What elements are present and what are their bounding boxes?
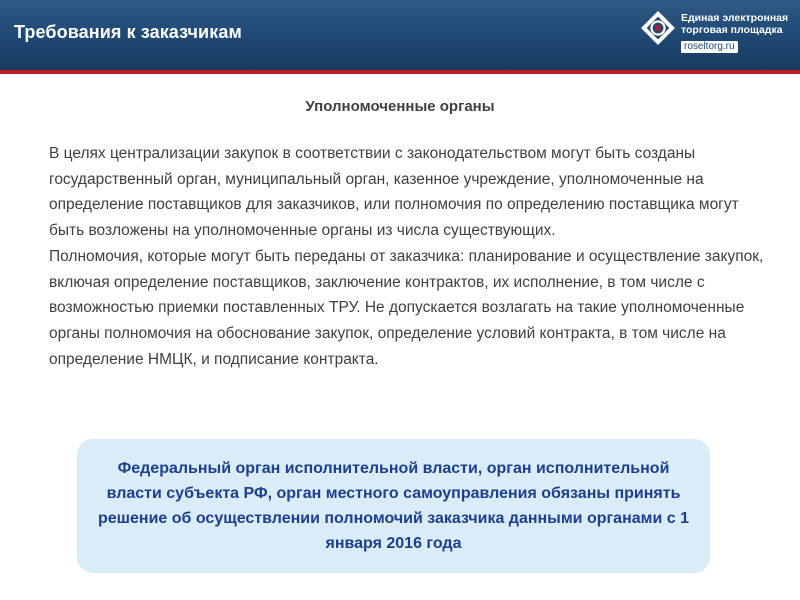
paragraph: Полномочия, которые могут быть переданы от заказчика: планирование и осуществление закупок, включая определение поставщиков, заключение контрактов, их исполнение, в том числе с возможностью приемки поставленных ТРУ. Не допускается возлагать на такие уполномоченные органы полномочия на обоснование закупок, определение условий контракта, в том числе на определение НМЦК, и подписание контракта. [49,247,764,368]
roseltorg-logo-icon [641,11,675,45]
logo-line-2: торговая площадка [681,24,783,36]
header-accent-line [0,70,800,74]
callout-box [77,439,710,573]
header-bar [0,0,800,70]
logo-caption [681,12,788,36]
callout-text: Федеральный орган исполнительной власти, орган исполнительной власти субъекта РФ, орган местного самоуправления обязаны принять решение об осуществлении полномочий заказчика данными органами с 1 января 2016 года [98,459,689,553]
body-text [49,141,774,372]
page-title: Требования к заказчикам [14,22,242,42]
logo-url[interactable]: roseltorg.ru [681,41,738,53]
paragraph: В целях централизации закупок в соответствии с законодательством могут быть созданы государственный орган, муниципальный орган, казенное учреждение, уполномоченные на определение поставщиков для заказчиков, или полномочия по определению поставщика могут быть возложены на уполномоченные органы из числа существующих. [49,145,739,240]
roseltorg-logo[interactable] [641,11,791,59]
logo-line-1: Единая электронная [681,12,789,24]
section-subtitle: Уполномоченные органы [305,98,495,115]
